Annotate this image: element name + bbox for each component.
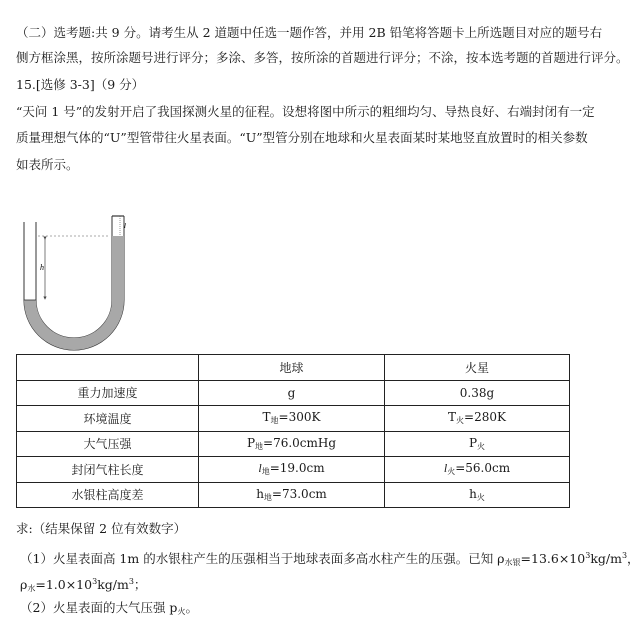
- figure-label-h: h: [40, 263, 44, 272]
- question-stem-line-2: 质量理想气体的“U”型管带往火星表面。“U”型管分别在地球和火星表面某时某地竖直放置时的相关参数: [16, 130, 588, 145]
- parameter-table: [16, 354, 570, 508]
- question-stem-line-3: 如表所示。: [16, 157, 79, 172]
- mars-value: 0.38g: [385, 380, 570, 406]
- table-row: [17, 380, 570, 406]
- table-row: [17, 482, 570, 508]
- u-tube-inner-wall: [36, 222, 112, 338]
- mars-value: $h_火$: [385, 482, 570, 508]
- ask-lead: 求:（结果保留 2 位有效数字）: [16, 521, 187, 536]
- mercury-column: [24, 236, 124, 350]
- earth-value: $T_地=300K$: [199, 406, 385, 432]
- row-label: 水银柱高度差: [17, 482, 199, 508]
- header-cell-mars: 火星: [385, 355, 570, 381]
- earth-value: $P_地=76.0cmHg$: [199, 431, 385, 457]
- row-label: 封闭气柱长度: [17, 457, 199, 483]
- figure-label-l: l: [124, 222, 126, 230]
- table-row: [17, 431, 570, 457]
- earth-value: $l_地=19.0cm$: [199, 457, 385, 483]
- mars-value: $P_火$: [385, 431, 570, 457]
- mars-value: $T_火=280K$: [385, 406, 570, 432]
- sub-question-2: （2）火星表面的大气压强 $p_火$。: [20, 600, 198, 616]
- instruction-line-2: 侧方框涂黑，按所涂题号进行评分；多涂、多答，按所涂的首题进行评分；不涂，按本选考题的首题进行评分。: [16, 50, 629, 65]
- table-row: [17, 457, 570, 483]
- mars-value: $l_火=56.0cm$: [385, 457, 570, 483]
- row-label: 大气压强: [17, 431, 199, 457]
- earth-value: $h_地=73.0cm$: [199, 482, 385, 508]
- u-tube-figure: [16, 212, 126, 352]
- table-header-row: [17, 355, 570, 381]
- header-cell-blank: [17, 355, 199, 381]
- question-number: 15.[选修 3-3]（9 分）: [16, 77, 145, 92]
- sub-question-1-line-1: （1）火星表面高 1m 的水银柱产生的压强相当于地球表面多高水柱产生的压强。已知 $\rho_{水银}=13.6\times 10^3kg/m^3$，: [20, 551, 640, 567]
- instruction-line-1: （二）选考题:共 9 分。请考生从 2 道题中任选一题作答，并用 2B 铅笔将答题卡上所选题目对应的题号右: [16, 25, 603, 40]
- header-cell-earth: 地球: [199, 355, 385, 381]
- earth-value: g: [199, 380, 385, 406]
- sub-question-1-line-2: $\rho_水=1.0\times 10^3kg/m^3$；: [20, 577, 147, 593]
- row-label: 环境温度: [17, 406, 199, 432]
- table-row: [17, 406, 570, 432]
- question-stem-line-1: “天问 1 号”的发射开启了我国探测火星的征程。设想将图中所示的粗细均匀、导热良好、右端封闭有一定: [16, 104, 595, 119]
- row-label: 重力加速度: [17, 380, 199, 406]
